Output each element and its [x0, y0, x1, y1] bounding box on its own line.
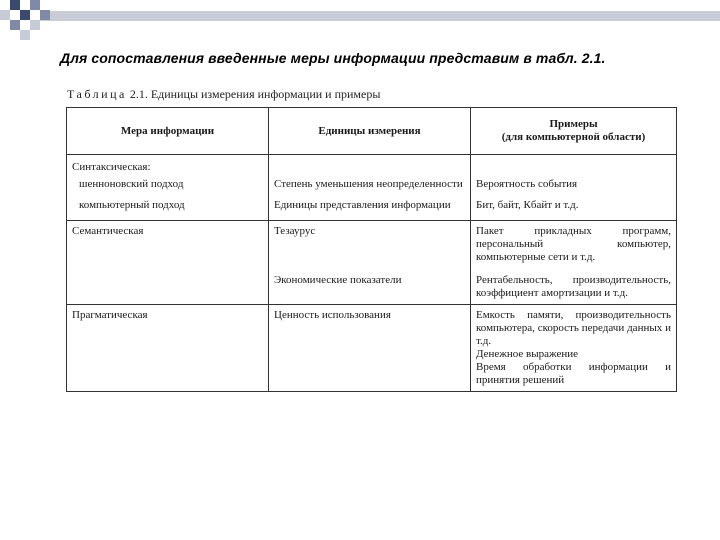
info-measures-table — [66, 107, 677, 392]
cell-example: Бит, байт, Кбайт и т.д. — [471, 193, 677, 221]
cell-measure: компьютерный подход — [67, 193, 269, 221]
header-units: Единицы измерения — [269, 108, 471, 155]
top-stripe — [40, 11, 720, 21]
cell-unit — [269, 155, 471, 177]
table-row — [67, 155, 677, 177]
header-measure: Мера информации — [67, 108, 269, 155]
table-caption — [67, 87, 687, 102]
cell-unit: Степень уменьшения неопределенности — [269, 176, 471, 193]
cell-measure: шенноновский подход — [67, 176, 269, 193]
cell-unit: Ценность использования — [269, 305, 471, 392]
decorative-squares — [0, 0, 720, 40]
table-header-row — [67, 108, 677, 155]
deco-square — [0, 10, 10, 20]
table-row — [67, 305, 677, 392]
cell-example: Пакет прикладных программ, персональный компьютер, компьютерные сети и т.д. — [471, 221, 677, 267]
caption-title: Единицы измерения информации и примеры — [150, 87, 381, 101]
deco-square — [10, 20, 20, 30]
cell-measure: Прагматическая — [67, 305, 269, 392]
deco-square — [20, 30, 30, 40]
cell-measure: Синтаксическая: — [67, 155, 269, 177]
deco-square — [30, 20, 40, 30]
cell-example: Рентабельность, производительность, коэффициент амортизации и т.д. — [471, 266, 677, 305]
caption-number: 2.1. — [129, 87, 148, 101]
deco-square — [40, 10, 50, 20]
cell-example: Вероятность события — [471, 176, 677, 193]
table-row — [67, 221, 677, 267]
cell-measure: Семантическая — [67, 221, 269, 267]
table-row — [67, 266, 677, 305]
intro-text: Для сопоставления введенные меры информации представим в табл. 2.1. — [60, 50, 606, 66]
cell-unit: Единицы представления информации — [269, 193, 471, 221]
table-row — [67, 193, 677, 221]
caption-label: Таблица — [67, 87, 127, 101]
cell-unit: Тезаурус — [269, 221, 471, 267]
deco-square — [20, 10, 30, 20]
header-examples: Примеры (для компьютерной области) — [471, 108, 677, 155]
cell-example — [471, 155, 677, 177]
table-row — [67, 176, 677, 193]
deco-square — [10, 0, 20, 10]
deco-square — [30, 0, 40, 10]
cell-measure — [67, 266, 269, 305]
cell-unit: Экономические показатели — [269, 266, 471, 305]
cell-example: Емкость памяти, производительность компьютера, скорость передачи данных и т.д. Денежное выражение Время обработки информации и принятия решений — [471, 305, 677, 392]
